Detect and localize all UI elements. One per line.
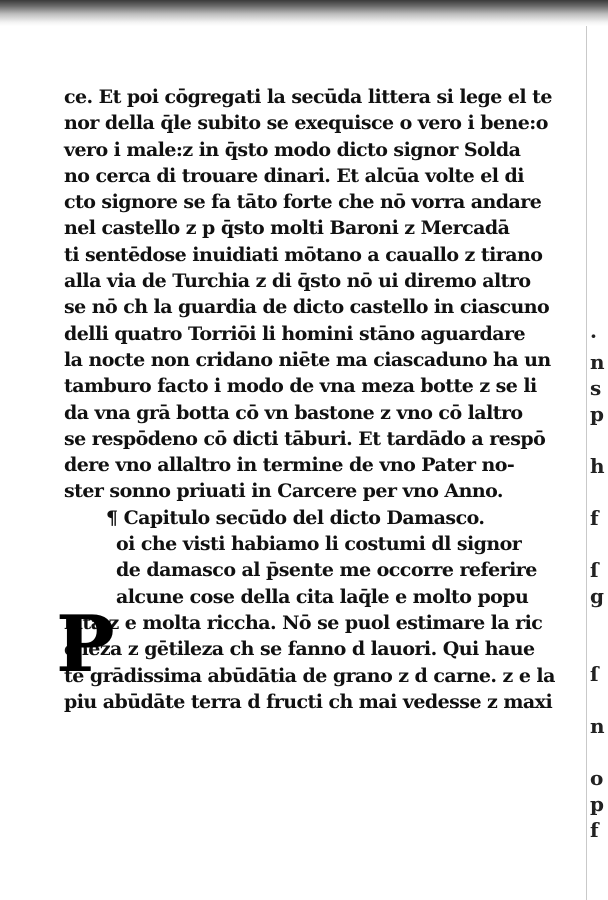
text-line: da vna grā botta cō vn bastone z vno cō laltro <box>64 401 523 424</box>
text-line: ce. Et poi cōgregati la secūda littera si lege el te <box>64 86 552 108</box>
facing-page-fragment: f <box>590 506 599 530</box>
text-line: delli quatro Torriōi li homini stāno aguardare <box>64 322 526 345</box>
text-line: cheza z gētileza ch se fanno d lauori. Qui haue <box>64 638 535 661</box>
text-line: nor della q̄le subito se exequisce o vero i bene:o <box>64 112 548 135</box>
text-line: vero i male:z in q̄sto modo dicto signor Solda <box>64 138 521 161</box>
facing-page-fragment: p <box>590 402 604 426</box>
text-line: nel castello z p q̄sto molti Baroni z Mercadā <box>64 217 510 240</box>
facing-page-fragment: f <box>590 818 599 842</box>
facing-page-fragment: h <box>590 454 605 478</box>
page-gutter-line <box>586 26 587 900</box>
text-line: se nō ch la guardia de dicto castello in ciascuno <box>64 296 550 319</box>
chapter-heading: ¶ Capitulo secūdo del dicto Damasco. <box>106 506 485 529</box>
text-line: te grādissima abūdātia de grano z d carne. z e la <box>64 664 555 687</box>
facing-page-fragment: ſ <box>590 558 599 582</box>
drop-cap-initial: P <box>56 599 115 690</box>
text-line: alla via de Turchia z di q̄sto nō ui diremo altro <box>64 270 531 293</box>
facing-page-fragment: p <box>590 792 604 816</box>
facing-page-fragment: o <box>590 766 604 790</box>
text-line: la nocte non cridano niēte ma ciascaduno ha un <box>64 348 551 371</box>
text-line: piu abūdāte terra d fructi ch mai vedesse z maxi <box>64 690 553 713</box>
text-line: alcune cose della cita laq̄le e molto popu <box>116 585 529 608</box>
text-line: dere vno allaltro in termine de vno Pater no- <box>64 454 515 477</box>
facing-page-fragment: s <box>590 376 602 400</box>
facing-page-fragment: · <box>590 324 597 348</box>
facing-page-fragment: n <box>590 714 605 738</box>
facing-page-fragment: n <box>590 350 605 374</box>
facing-page-fragment: g <box>590 584 604 608</box>
book-page-text <box>56 84 555 715</box>
text-line: tamburo facto i modo de vna meza botte z se li <box>64 375 537 398</box>
text-line: ti sentēdose inuidiati mōtano a cauallo z tirano <box>64 243 543 266</box>
facing-page-edge <box>582 26 608 900</box>
facing-page-fragment: ſ <box>590 662 599 686</box>
scan-top-edge <box>0 0 608 26</box>
text-line: lata z e molta riccha. Nō se puol estimare la ric <box>64 611 543 634</box>
text-line: no cerca di trouare dinari. Et alcūa volte el di <box>64 164 524 187</box>
text-line: se respōdeno cō dicti tāburi. Et tardādo a respō <box>64 427 546 450</box>
text-line: de damasco al p̄sente me occorre referire <box>116 559 537 582</box>
text-line: oi che visti habiamo li costumi dl signor <box>116 533 522 556</box>
text-line: ster sonno priuati in Carcere per vno Anno. <box>64 480 503 503</box>
text-line: cto signore se fa tāto forte che nō vorra andare <box>64 191 542 214</box>
